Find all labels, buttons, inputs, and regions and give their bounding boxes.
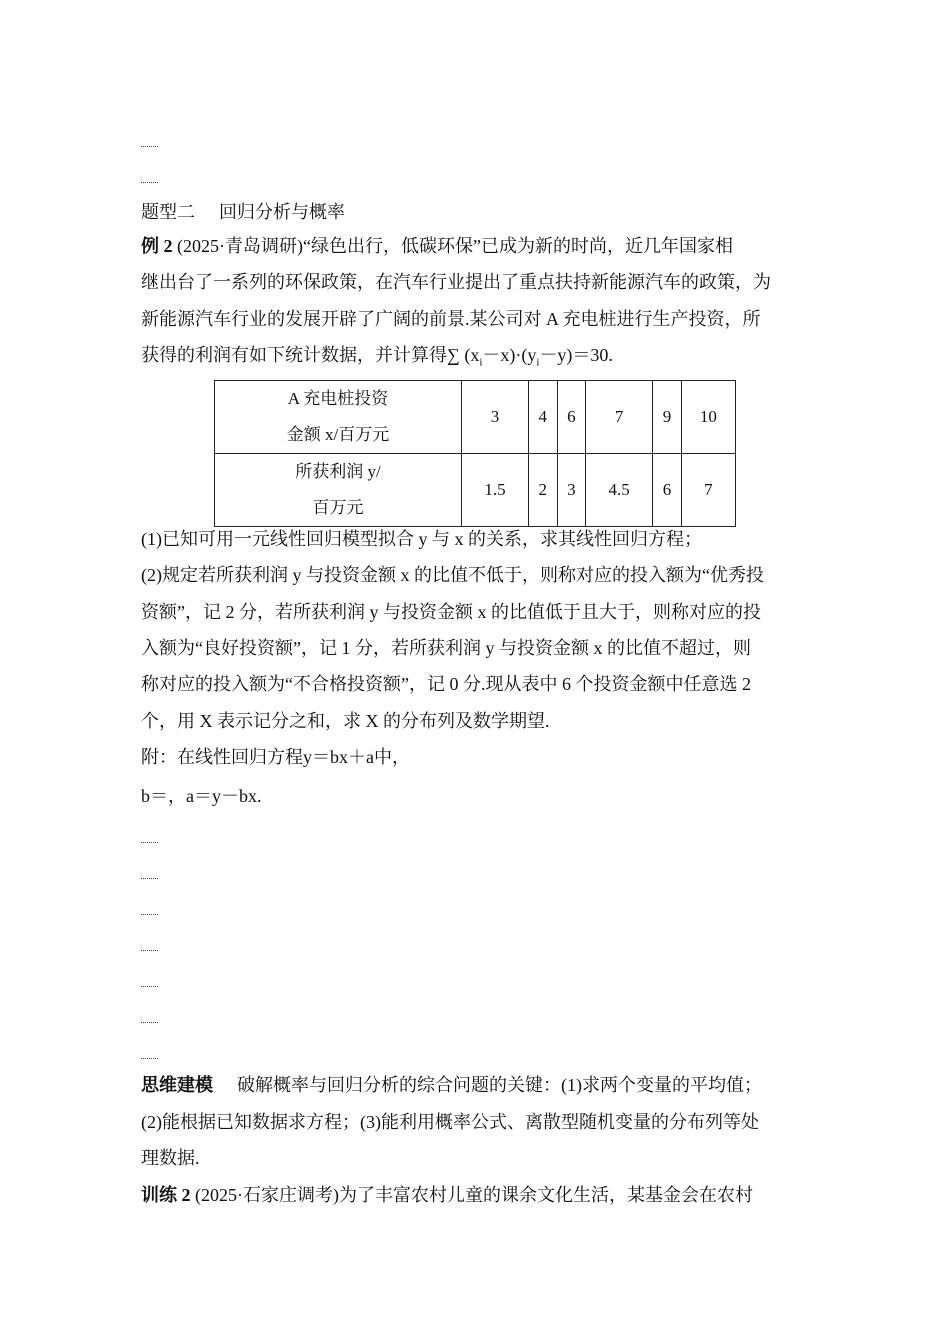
table-row — [215, 381, 736, 454]
table-cell: 1.5 — [462, 454, 529, 527]
table-cell: 7 — [586, 381, 653, 454]
question-line: (1)已知可用一元线性回归模型拟合 y 与 x 的关系，求其线性回归方程； — [141, 529, 702, 549]
answer-blank-line — [141, 986, 158, 987]
table-cell: 6 — [653, 454, 682, 527]
answer-blank-line — [141, 878, 158, 879]
answer-blank-line — [141, 146, 158, 147]
answer-blank-line — [141, 842, 158, 843]
table-cell: 3 — [462, 381, 529, 454]
table-cell: 2 — [528, 454, 557, 527]
question-line: (2)规定若所获利润 y 与投资金额 x 的比值不低于，则称对应的投入额为“优秀投 — [141, 565, 764, 585]
table-cell: 4.5 — [586, 454, 653, 527]
example-line-2: 继出台了一系列的环保政策，在汽车行业提出了重点扶持新能源汽车的政策，为 — [141, 272, 771, 292]
table-row-header: A 充电桩投资 金额 x/百万元 — [215, 381, 462, 454]
table-row-header: 所获利润 y/ 百万元 — [215, 454, 462, 527]
answer-blank-line — [141, 1022, 158, 1023]
appendix-line: b＝，a＝y－bx. — [141, 786, 262, 806]
example-line-3: 新能源汽车行业的发展开辟了广阔的前景.某公司对 A 充电桩进行生产投资，所 — [141, 309, 761, 329]
answer-blank-line — [141, 950, 158, 951]
table-row — [215, 454, 736, 527]
training-label: 训练 2 — [141, 1185, 191, 1205]
modeling-label: 思维建模 — [141, 1075, 213, 1095]
example-line-1: 例 2 (2025·青岛调研)“绿色出行，低碳环保”已成为新的时尚，近几年国家相 — [141, 236, 733, 256]
table-cell: 4 — [528, 381, 557, 454]
training-source: (2025·石家庄调考) — [195, 1185, 339, 1205]
modeling-line-3: 理数据. — [141, 1148, 200, 1168]
appendix-line: 附：在线性回归方程y＝bx＋a中， — [141, 747, 410, 767]
question-line: 称对应的投入额为“不合格投资额”，记 0 分.现从表中 6 个投资金额中任意选 2 — [141, 674, 751, 694]
data-table — [214, 380, 736, 527]
table-cell: 3 — [557, 454, 586, 527]
modeling-line-1: 思维建模 破解概率与回归分析的综合问题的关键：(1)求两个变量的平均值； — [141, 1075, 762, 1095]
answer-blank-line — [141, 182, 158, 183]
answer-blank-line — [141, 1058, 158, 1059]
training-line: 训练 2 (2025·石家庄调考)为了丰富农村儿童的课余文化生活，某基金会在农村 — [141, 1185, 753, 1205]
question-line: 入额为“良好投资额”，记 1 分，若所获利润 y 与投资金额 x 的比值不超过，则 — [141, 638, 751, 658]
example-label: 例 2 — [141, 236, 173, 256]
table-cell: 10 — [681, 381, 735, 454]
modeling-line-2: (2)能根据已知数据求方程；(3)能利用概率公式、离散型随机变量的分布列等处 — [141, 1112, 759, 1132]
answer-blank-line — [141, 914, 158, 915]
table-cell: 9 — [653, 381, 682, 454]
section-title: 题型二 回归分析与概率 — [141, 202, 345, 222]
table-cell: 6 — [557, 381, 586, 454]
example-formula-line: 获得的利润有如下统计数据，并计算得∑ $(x_i-x)\cdot(y_i-y)=30$. — [141, 345, 613, 369]
question-line: 资额”，记 2 分，若所获利润 y 与投资金额 x 的比值低于且大于，则称对应的投 — [141, 602, 761, 622]
table-cell: 7 — [681, 454, 735, 527]
question-line: 个，用 X 表示记分之和，求 X 的分布列及数学期望. — [141, 711, 550, 731]
example-source: (2025·青岛调研) — [177, 236, 303, 256]
